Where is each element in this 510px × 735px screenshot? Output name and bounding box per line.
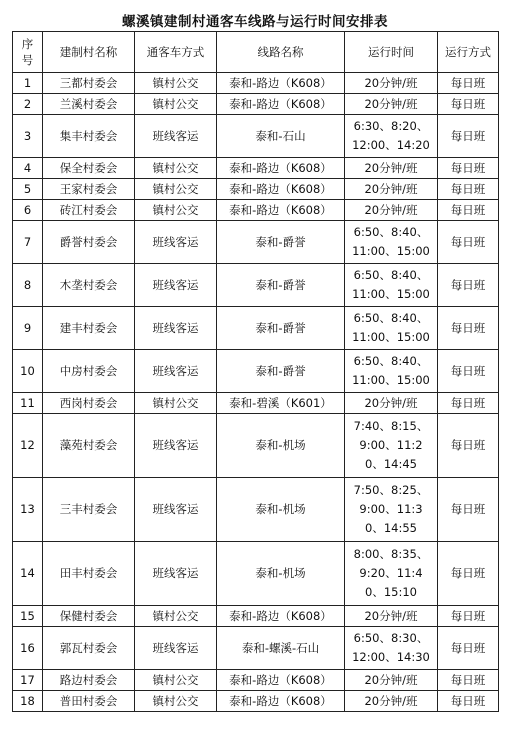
time-line: 0、14:55 [365, 521, 417, 535]
cell-time [345, 179, 438, 200]
time-line: 20分钟/班 [364, 395, 418, 410]
cell-no: 6 [13, 200, 43, 221]
cell-no: 9 [13, 307, 43, 350]
time-line: 20分钟/班 [364, 160, 418, 175]
cell-route: 泰和-路边（K608） [217, 73, 345, 94]
cell-route: 泰和-爵誉 [217, 307, 345, 350]
cell-time [345, 393, 438, 414]
time-line: 0、14:45 [365, 457, 417, 471]
table-row [13, 670, 499, 691]
cell-no: 10 [13, 350, 43, 393]
page-title: 螺溪镇建制村通客车线路与运行时间安排表 [122, 14, 388, 30]
cell-mode: 镇村公交 [135, 94, 217, 115]
time-line: 20分钟/班 [364, 672, 418, 687]
time-line: 8:00、8:35、 [353, 547, 429, 561]
cell-time [345, 627, 438, 670]
cell-time [345, 94, 438, 115]
cell-time [345, 350, 438, 393]
cell-route: 泰和-爵誉 [217, 350, 345, 393]
cell-frequency: 每日班 [438, 158, 499, 179]
cell-village: 保健村委会 [43, 606, 135, 627]
cell-frequency: 每日班 [438, 670, 499, 691]
time-line: 20分钟/班 [364, 693, 418, 708]
header-row [13, 32, 499, 73]
table-row [13, 542, 499, 606]
cell-village: 砖江村委会 [43, 200, 135, 221]
time-line: 20分钟/班 [364, 96, 418, 111]
time-line: 7:50、8:25、 [353, 483, 429, 497]
cell-time [345, 158, 438, 179]
cell-village: 王家村委会 [43, 179, 135, 200]
cell-village: 西岗村委会 [43, 393, 135, 414]
table-row [13, 158, 499, 179]
cell-frequency: 每日班 [438, 179, 499, 200]
table-row [13, 350, 499, 393]
cell-frequency: 每日班 [438, 94, 499, 115]
cell-no: 16 [13, 627, 43, 670]
cell-village: 建丰村委会 [43, 307, 135, 350]
header-route: 线路名称 [217, 32, 345, 73]
cell-frequency: 每日班 [438, 200, 499, 221]
cell-route: 泰和-爵誉 [217, 221, 345, 264]
time-line: 12:00、14:30 [352, 650, 430, 664]
cell-mode: 班线客运 [135, 221, 217, 264]
schedule-table [12, 31, 499, 712]
cell-route: 泰和-路边（K608） [217, 200, 345, 221]
cell-time [345, 200, 438, 221]
time-line: 6:50、8:40、 [353, 354, 429, 368]
cell-village: 中房村委会 [43, 350, 135, 393]
cell-mode: 班线客运 [135, 627, 217, 670]
cell-village: 田丰村委会 [43, 542, 135, 606]
cell-time [345, 691, 438, 712]
cell-no: 12 [13, 414, 43, 478]
cell-mode: 班线客运 [135, 350, 217, 393]
cell-mode: 班线客运 [135, 414, 217, 478]
cell-time [345, 542, 438, 606]
cell-time [345, 478, 438, 542]
cell-mode: 班线客运 [135, 264, 217, 307]
time-line: 6:50、8:30、 [353, 631, 429, 645]
cell-frequency: 每日班 [438, 264, 499, 307]
table-row [13, 115, 499, 158]
time-line: 20分钟/班 [364, 202, 418, 217]
time-line: 6:50、8:40、 [353, 268, 429, 282]
header-no: 序号 [13, 32, 43, 73]
time-line: 6:30、8:20、 [353, 119, 429, 133]
time-line: 11:00、15:00 [352, 373, 430, 387]
cell-time [345, 606, 438, 627]
cell-frequency: 每日班 [438, 307, 499, 350]
cell-mode: 镇村公交 [135, 200, 217, 221]
cell-village: 保全村委会 [43, 158, 135, 179]
cell-village: 路边村委会 [43, 670, 135, 691]
cell-frequency: 每日班 [438, 393, 499, 414]
cell-mode: 镇村公交 [135, 691, 217, 712]
cell-time [345, 115, 438, 158]
time-line: 20分钟/班 [364, 75, 418, 90]
cell-mode: 班线客运 [135, 115, 217, 158]
table-row [13, 73, 499, 94]
cell-route: 泰和-碧溪（K601） [217, 393, 345, 414]
cell-time [345, 670, 438, 691]
cell-village: 藻苑村委会 [43, 414, 135, 478]
cell-village: 三都村委会 [43, 73, 135, 94]
cell-route: 泰和-螺溪-石山 [217, 627, 345, 670]
cell-frequency: 每日班 [438, 627, 499, 670]
cell-village: 兰溪村委会 [43, 94, 135, 115]
cell-time [345, 73, 438, 94]
cell-route: 泰和-爵誉 [217, 264, 345, 307]
time-line: 9:20、11:4 [359, 566, 423, 580]
table-header [13, 32, 499, 73]
cell-mode: 镇村公交 [135, 179, 217, 200]
cell-route: 泰和-机场 [217, 542, 345, 606]
cell-mode: 班线客运 [135, 307, 217, 350]
cell-no: 15 [13, 606, 43, 627]
time-line: 6:50、8:40、 [353, 311, 429, 325]
cell-route: 泰和-机场 [217, 414, 345, 478]
header-time: 运行时间 [345, 32, 438, 73]
time-line: 0、15:10 [365, 585, 417, 599]
table-row [13, 627, 499, 670]
header-frequency: 运行方式 [438, 32, 499, 73]
cell-route: 泰和-路边（K608） [217, 606, 345, 627]
cell-frequency: 每日班 [438, 606, 499, 627]
cell-no: 13 [13, 478, 43, 542]
cell-mode: 镇村公交 [135, 393, 217, 414]
table-row [13, 200, 499, 221]
time-line: 20分钟/班 [364, 181, 418, 196]
cell-time [345, 221, 438, 264]
cell-mode: 镇村公交 [135, 158, 217, 179]
table-row [13, 264, 499, 307]
cell-frequency: 每日班 [438, 691, 499, 712]
cell-no: 14 [13, 542, 43, 606]
cell-no: 8 [13, 264, 43, 307]
cell-village: 普田村委会 [43, 691, 135, 712]
cell-mode: 镇村公交 [135, 670, 217, 691]
table-row [13, 94, 499, 115]
table-row [13, 414, 499, 478]
time-line: 11:00、15:00 [352, 330, 430, 344]
cell-no: 17 [13, 670, 43, 691]
header-village: 建制村名称 [43, 32, 135, 73]
table-row [13, 307, 499, 350]
cell-village: 集丰村委会 [43, 115, 135, 158]
cell-no: 11 [13, 393, 43, 414]
cell-village: 三丰村委会 [43, 478, 135, 542]
cell-no: 7 [13, 221, 43, 264]
time-line: 11:00、15:00 [352, 244, 430, 258]
cell-frequency: 每日班 [438, 542, 499, 606]
cell-frequency: 每日班 [438, 478, 499, 542]
cell-route: 泰和-石山 [217, 115, 345, 158]
cell-time [345, 264, 438, 307]
cell-mode: 镇村公交 [135, 606, 217, 627]
time-line: 20分钟/班 [364, 608, 418, 623]
cell-frequency: 每日班 [438, 414, 499, 478]
cell-frequency: 每日班 [438, 73, 499, 94]
cell-route: 泰和-路边（K608） [217, 670, 345, 691]
cell-village: 木垄村委会 [43, 264, 135, 307]
cell-frequency: 每日班 [438, 350, 499, 393]
cell-mode: 班线客运 [135, 478, 217, 542]
cell-route: 泰和-路边（K608） [217, 158, 345, 179]
header-mode: 通客车方式 [135, 32, 217, 73]
cell-frequency: 每日班 [438, 221, 499, 264]
time-line: 9:00、11:2 [359, 438, 423, 452]
cell-route: 泰和-路边（K608） [217, 691, 345, 712]
cell-no: 1 [13, 73, 43, 94]
time-line: 7:40、8:15、 [353, 419, 429, 433]
table-row [13, 606, 499, 627]
time-line: 6:50、8:40、 [353, 225, 429, 239]
cell-no: 18 [13, 691, 43, 712]
cell-route: 泰和-路边（K608） [217, 179, 345, 200]
cell-route: 泰和-机场 [217, 478, 345, 542]
cell-village: 郭瓦村委会 [43, 627, 135, 670]
table-row [13, 393, 499, 414]
table-body [13, 73, 499, 712]
table-row [13, 221, 499, 264]
cell-mode: 班线客运 [135, 542, 217, 606]
cell-no: 2 [13, 94, 43, 115]
time-line: 9:00、11:3 [359, 502, 423, 516]
cell-time [345, 414, 438, 478]
table-row [13, 691, 499, 712]
table-row [13, 179, 499, 200]
time-line: 12:00、14:20 [352, 138, 430, 152]
table-row [13, 478, 499, 542]
time-line: 11:00、15:00 [352, 287, 430, 301]
cell-no: 3 [13, 115, 43, 158]
cell-no: 5 [13, 179, 43, 200]
cell-time [345, 307, 438, 350]
cell-mode: 镇村公交 [135, 73, 217, 94]
cell-village: 爵誉村委会 [43, 221, 135, 264]
cell-frequency: 每日班 [438, 115, 499, 158]
cell-route: 泰和-路边（K608） [217, 94, 345, 115]
cell-no: 4 [13, 158, 43, 179]
